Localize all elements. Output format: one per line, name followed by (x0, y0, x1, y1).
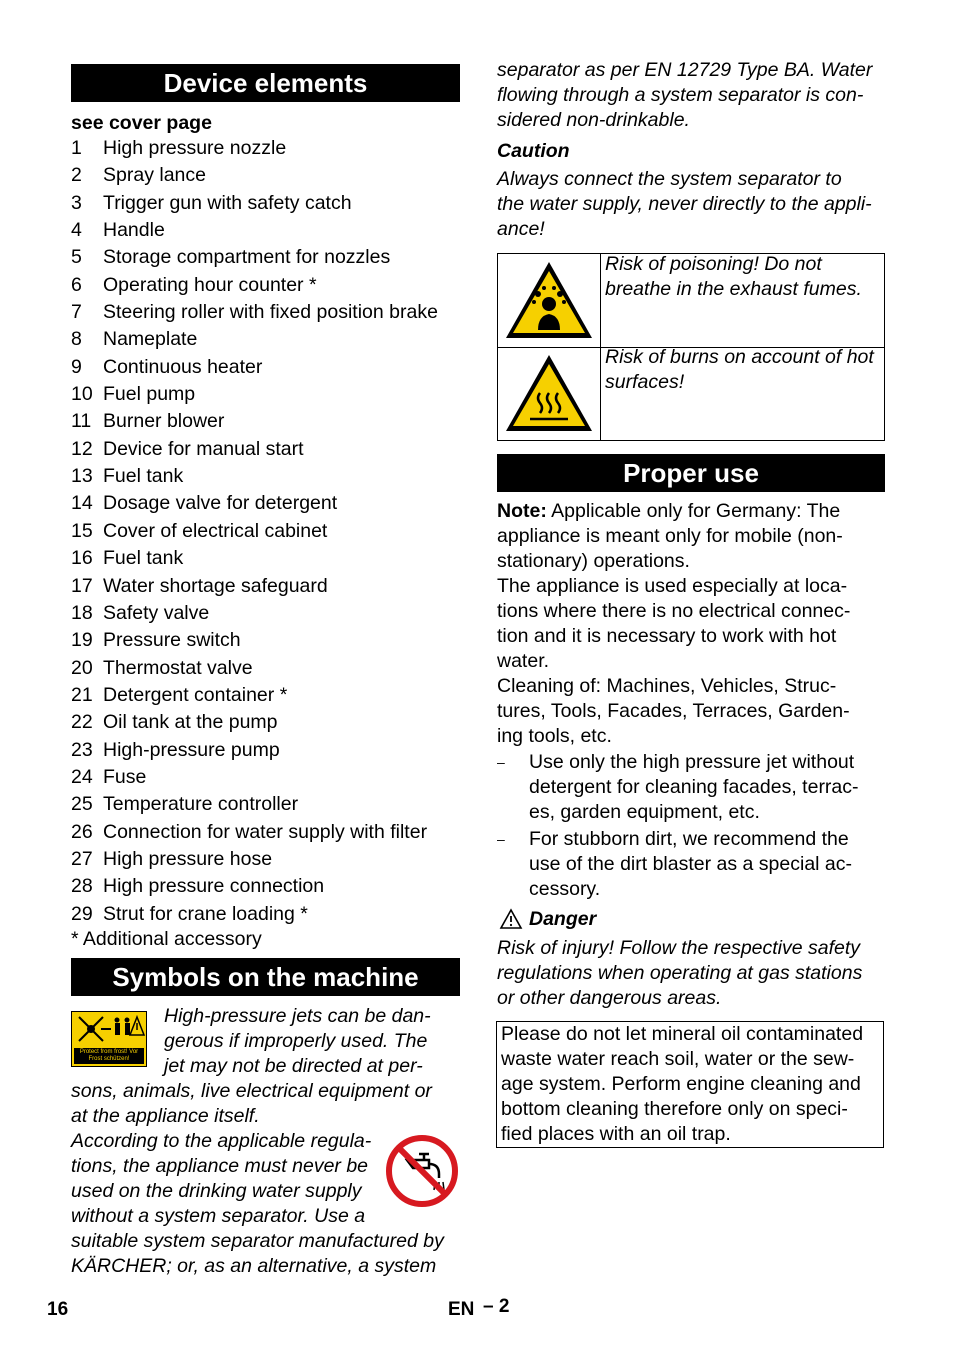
device-element-item (71, 766, 471, 793)
item-label: Fuel pump (103, 383, 196, 406)
symbols-text-b-narrow: According to the applicable regula- tions, the appliance must never be used on the drinking water supply without a system separator. Use a suitable system separator manufactured by KÄRCHER; or, as an alternative, a system (71, 1130, 444, 1277)
sub-page-number: – 2 (483, 1296, 510, 1317)
device-element-item (71, 875, 471, 902)
device-element-item (71, 137, 471, 164)
hot-surface-icon (498, 347, 600, 440)
device-element-item (71, 356, 471, 383)
item-label: Spray lance (103, 164, 206, 187)
item-number: 21 (71, 683, 93, 706)
symbols-text-a-full: sons, animals, live electrical equipment or at the appliance itself. (71, 1080, 432, 1127)
device-element-item (71, 848, 471, 875)
item-label: Detergent container * (103, 683, 288, 706)
caution-title: Caution (497, 140, 570, 162)
item-number: 14 (71, 492, 93, 515)
bullet-item-2: – For stubborn dirt, we recommend the use of the dirt blaster as a special ac- cessory. (497, 828, 852, 900)
device-element-item (71, 465, 471, 492)
device-element-item (71, 492, 471, 519)
toxic-fumes-icon (498, 254, 600, 347)
separator-continuation: separator as per EN 12729 Type BA. Water flowing through a system separator is con- sidered non-drinkable. (497, 59, 873, 131)
item-number: 3 (71, 191, 82, 214)
device-elements-heading: Device elements (71, 64, 460, 102)
device-element-item (71, 821, 471, 848)
device-element-item (71, 629, 471, 656)
item-label: Handle (103, 219, 165, 242)
item-number: 17 (71, 574, 93, 597)
item-number: 25 (71, 793, 93, 816)
item-label: Temperature controller (103, 793, 299, 816)
caution-text: Always connect the system separator to the water supply, never directly to the appli- ance! (497, 168, 872, 240)
sticker-frost-text: Protect from frost! Vor Frost schützen! (79, 1049, 139, 1062)
device-element-item (71, 192, 471, 219)
device-element-item (71, 164, 471, 191)
item-number: 29 (71, 902, 93, 925)
item-number: 4 (71, 219, 82, 242)
device-element-item (71, 438, 471, 465)
item-label: Storage compartment for nozzles (103, 246, 391, 269)
item-label: Burner blower (103, 410, 225, 433)
symbols-text-a-indented: High-pressure jets can be dan- gerous if improperly used. The jet may not be directed at per- (164, 1005, 431, 1077)
danger-title: Danger (529, 908, 597, 930)
warning-row-poison (498, 254, 884, 348)
item-number: 10 (71, 383, 93, 406)
warning-row-hot-surface (498, 347, 884, 440)
device-element-item (71, 410, 471, 437)
item-label: Safety valve (103, 601, 210, 624)
device-element-item (71, 793, 471, 820)
device-element-item (71, 219, 471, 246)
warning-cell-icon (498, 347, 601, 440)
proper-use-text: Note: Applicable only for Germany: The appliance is meant only for mobile (non- stationary) operations. The appliance is used especially at loca- tions where there is no electrical connec- tion and it is necessary to work with hot water. Cleaning of: Machines, Vehicles, Struc- tures, Tools, Facades, Terraces, Garden- ing tools, etc. (497, 500, 851, 747)
item-number: 19 (71, 629, 93, 652)
item-label: Connection for water supply with filter (103, 820, 428, 843)
item-label: Water shortage safeguard (103, 574, 328, 597)
item-number: 5 (71, 246, 82, 269)
item-number: 8 (71, 328, 82, 351)
item-number: 12 (71, 437, 93, 460)
warning-text-poison: Risk of poisoning! Do not breathe in the exhaust fumes. (605, 253, 862, 300)
device-element-item (71, 520, 471, 547)
device-element-item (71, 602, 471, 629)
item-number: 18 (71, 601, 93, 624)
device-element-item (71, 575, 471, 602)
see-cover-page-label: see cover page (71, 112, 212, 134)
item-label: Trigger gun with safety catch (103, 191, 352, 214)
item-label: Device for manual start (103, 437, 304, 460)
warning-cell-icon (498, 254, 601, 347)
item-number: 11 (71, 410, 92, 433)
device-element-item (71, 274, 471, 301)
item-number: 13 (71, 465, 93, 488)
item-number: 27 (71, 847, 93, 870)
item-number: 24 (71, 765, 93, 788)
language-code: EN (448, 1299, 475, 1320)
item-number: 28 (71, 875, 93, 898)
device-element-item (71, 739, 471, 766)
item-number: 22 (71, 711, 93, 734)
item-label: Pressure switch (103, 629, 241, 652)
item-number: 7 (71, 301, 82, 324)
environment-notice-box: Please do not let mineral oil contaminated waste water reach soil, water or the sew- age system. Perform engine cleaning and bottom cleaning therefore only on speci- fied places with an oil trap. (496, 1021, 884, 1148)
item-label: Nameplate (103, 328, 198, 351)
item-label: Cover of electrical cabinet (103, 519, 328, 542)
device-element-item (71, 301, 471, 328)
device-element-item (71, 246, 471, 273)
item-number: 2 (71, 164, 82, 187)
item-label: High-pressure pump (103, 738, 280, 761)
page-number: 16 (47, 1299, 69, 1320)
danger-triangle-icon (499, 908, 523, 930)
item-number: 15 (71, 519, 93, 542)
item-label: High pressure connection (103, 875, 325, 898)
device-element-item (71, 547, 471, 574)
high-pressure-warning-sticker (71, 1011, 147, 1067)
item-label: Operating hour counter * (103, 273, 317, 296)
bullet-item-1: – Use only the high pressure jet without detergent for cleaning facades, terrac- es, garden equipment, etc. (497, 751, 859, 823)
danger-text: Risk of injury! Follow the respective safety regulations when operating at gas stations or other dangerous areas. (497, 937, 863, 1009)
item-number: 6 (71, 273, 82, 296)
item-label: Thermostat valve (103, 656, 253, 679)
device-element-item (71, 711, 471, 738)
additional-accessory-note: * Additional accessory (71, 928, 262, 950)
no-drinking-water-icon (385, 1134, 459, 1208)
item-label: Steering roller with fixed position brake (103, 301, 438, 324)
warning-text-burns: Risk of burns on account of hot surfaces! (605, 346, 874, 393)
item-label: Fuel tank (103, 465, 184, 488)
device-element-item (71, 657, 471, 684)
symbols-heading: Symbols on the machine (71, 958, 460, 996)
item-number: 16 (71, 547, 93, 570)
item-label: Continuous heater (103, 355, 263, 378)
item-label: Fuse (103, 765, 147, 788)
device-elements-list (71, 137, 471, 930)
item-label: Dosage valve for detergent (103, 492, 338, 515)
item-label: Oil tank at the pump (103, 711, 278, 734)
item-number: 23 (71, 738, 93, 761)
note-label: Note: (497, 500, 547, 522)
item-number: 20 (71, 656, 93, 679)
item-label: Fuel tank (103, 547, 184, 570)
device-element-item (71, 328, 471, 355)
item-label: Strut for crane loading * (103, 902, 308, 925)
item-number: 9 (71, 355, 82, 378)
proper-use-heading: Proper use (497, 454, 885, 492)
device-element-item (71, 684, 471, 711)
warning-table (497, 253, 885, 441)
item-label: High pressure hose (103, 847, 273, 870)
item-label: High pressure nozzle (103, 137, 287, 159)
item-number: 1 (71, 137, 82, 159)
device-element-item (71, 903, 471, 930)
item-number: 26 (71, 820, 93, 843)
device-element-item (71, 383, 471, 410)
